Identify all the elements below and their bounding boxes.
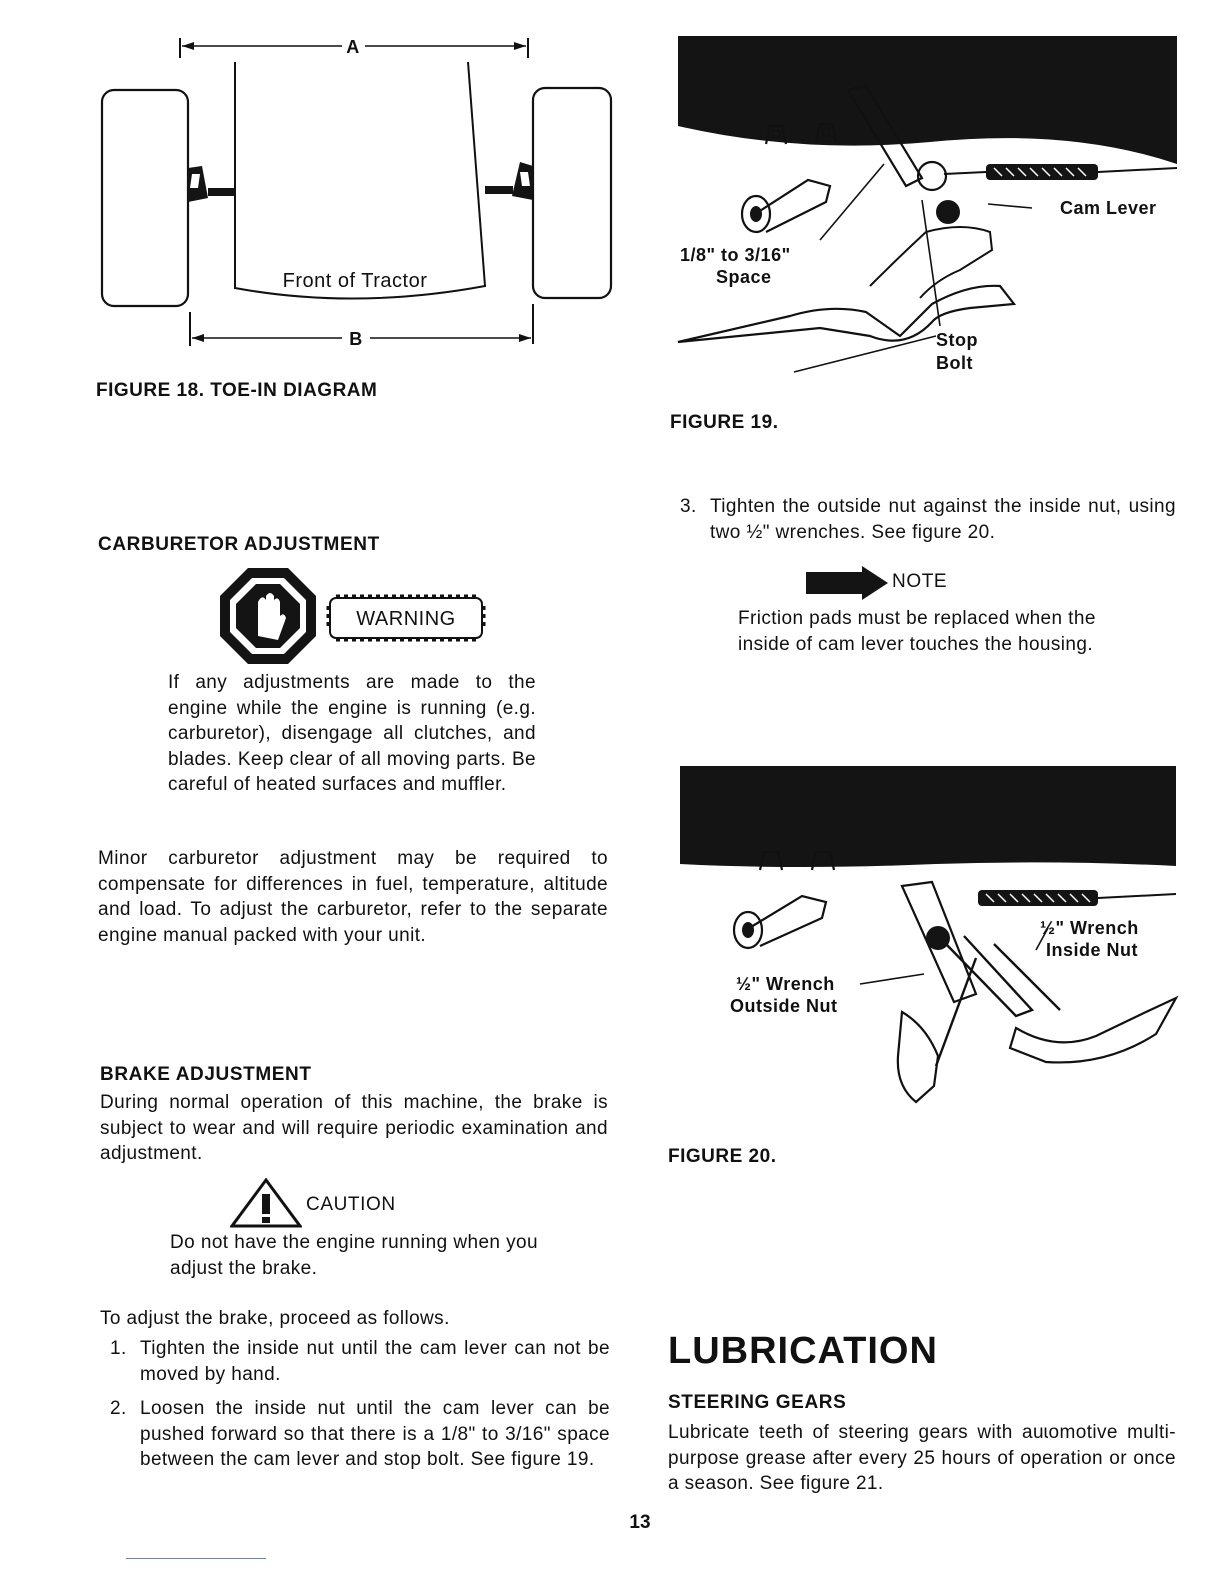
housing xyxy=(678,36,1177,164)
dimension-b-label: B xyxy=(349,329,363,349)
inside-nut-label-line2: Inside Nut xyxy=(1046,940,1139,960)
brake-steps xyxy=(98,1336,610,1473)
figure-20-caption: FIGURE 20. xyxy=(668,1146,777,1167)
axle-shaft xyxy=(742,180,830,232)
note-text: Friction pads must be replaced when the inside of cam lever touches the housing. xyxy=(738,608,1096,655)
right-hand xyxy=(1010,998,1176,1062)
steering-gears-heading: STEERING GEARS xyxy=(668,1392,847,1413)
note-arrow-icon xyxy=(806,566,890,600)
list-item: 1. Tighten the inside nut until the cam lever can not be moved by hand. xyxy=(110,1338,610,1385)
outside-nut-label-line2: Outside Nut xyxy=(730,996,838,1016)
carburetor-body: Minor carburetor adjustment may be required to compensate for differences in fuel, temperature, altitude and load. To adjust the carburetor, refer to the separate engine manual packed with your unit. xyxy=(98,848,608,946)
note-label: NOTE xyxy=(892,571,948,592)
outside-nut-label-line1: ½" Wrench xyxy=(736,974,835,994)
cam-lever-label: Cam Lever xyxy=(1060,198,1157,218)
front-of-tractor-label: Front of Tractor xyxy=(282,270,428,292)
lubrication-title: LUBRICATION xyxy=(668,1330,938,1372)
caution-label: CAUTION xyxy=(306,1194,396,1215)
inside-nut-label-line1: ½" Wrench xyxy=(1040,918,1139,938)
figure-18-toe-in-diagram xyxy=(80,28,640,358)
figure-18-caption: FIGURE 18. TOE-IN DIAGRAM xyxy=(96,380,378,401)
list-item: 3. Tighten the outside nut against the inside nut, using two ½" wrenches. See figure 20. xyxy=(680,496,1176,543)
dimension-a-label: A xyxy=(346,37,360,57)
housing xyxy=(680,766,1176,867)
brake-heading: BRAKE ADJUSTMENT xyxy=(100,1064,312,1085)
divider xyxy=(126,1558,266,1559)
right-spindle xyxy=(485,162,533,200)
stop-label-line1: Stop xyxy=(936,330,978,350)
space-label-line1: 1/8" to 3/16" xyxy=(680,245,791,265)
page-number: 13 xyxy=(629,1512,651,1533)
right-tire xyxy=(533,88,611,298)
axle-shaft xyxy=(734,896,826,948)
space-label-line2: Space xyxy=(716,267,772,287)
caution-text: Do not have the engine running when you adjust the brake. xyxy=(170,1232,538,1279)
stop-label-line2: Bolt xyxy=(936,353,973,373)
brake-intro: To adjust the brake, proceed as follows. xyxy=(100,1308,450,1329)
figure-19-illustration xyxy=(670,36,1180,380)
left-tire xyxy=(102,90,188,306)
brake-steps-continued xyxy=(668,494,1176,545)
dimension-b xyxy=(190,304,533,349)
figure-19-caption: FIGURE 19. xyxy=(670,412,779,433)
warning-text: If any adjustments are made to the engine while the engine is running (e.g. carburetor), disengage all clutches, and blades. Keep clear of all moving parts. Be careful of heated surfaces and muffler. xyxy=(168,672,536,795)
figure-20-illustration xyxy=(676,766,1180,1116)
lubrication-body: Lubricate teeth of steering gears with auɩomotive multi-purpose grease after every 25 hours of operation or once a season. See figure 21. xyxy=(668,1422,1176,1494)
spring xyxy=(944,164,1177,180)
tractor-body-outline xyxy=(235,62,485,299)
left-spindle xyxy=(188,166,234,202)
warning-symbol xyxy=(218,566,488,666)
warning-label: WARNING xyxy=(356,608,456,630)
carburetor-heading: CARBURETOR ADJUSTMENT xyxy=(98,534,380,555)
cam-lever xyxy=(902,882,976,1002)
list-item: 2. Loosen the inside nut until the cam lever can be pushed forward so that there is a 1/8" to 3/16" space between the cam lever and stop bolt. See figure 19. xyxy=(110,1398,610,1470)
note-callout xyxy=(806,566,1026,600)
dimension-a xyxy=(180,37,528,58)
caution-triangle-icon xyxy=(230,1178,302,1228)
left-hand xyxy=(898,1012,938,1102)
spring xyxy=(978,890,1176,906)
brake-body: During normal operation of this machine, the brake is subject to wear and will require periodic examination and adjustment. xyxy=(100,1092,608,1164)
